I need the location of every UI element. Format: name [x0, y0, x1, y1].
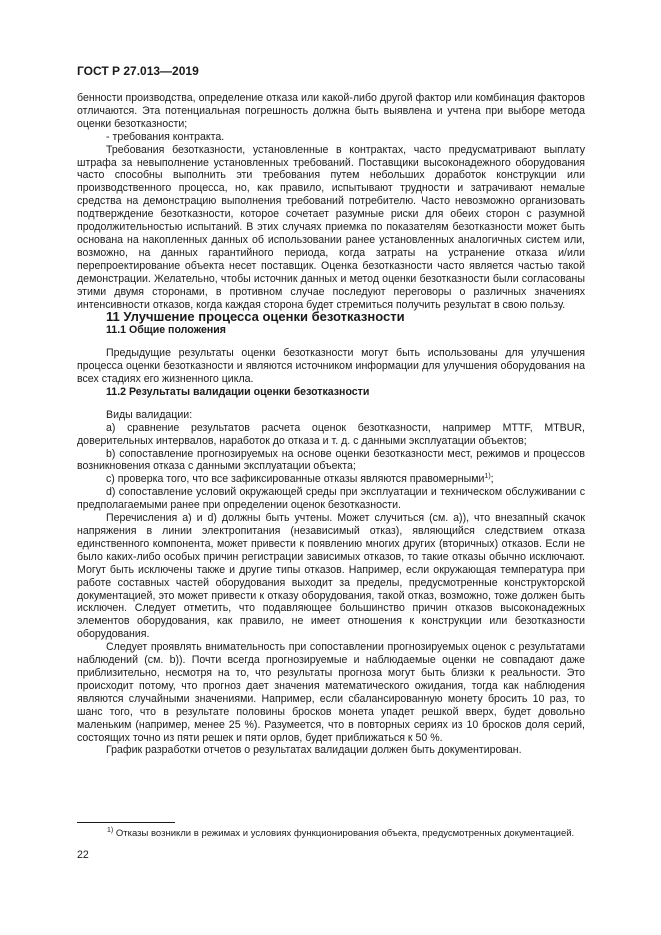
section-11-heading: 11 Улучшение процесса оценки безотказности [106, 309, 405, 325]
paragraph-enumerations: Перечисления а) и d) должны быть учтены. Может случиться (см. а)), что внезапный скачок напряжения в линии электропитания (независимый отказ), являющийся следствием отказа единственного компонента, может привести к появлению многих других (вторичных) отказов. Если не было каких-либо особых причин регистрации зависимых отказов, то такие отказы обычно исключают. Могут быть исключены также и другие типы отказов. Например, если окружающая температура при работе составных частей оборудования выходит за пределы, предусмотренные конструкторской документацией, это может привести к отказу оборудования, такой отказ, возможно, тоже должен быть исключен. Следует отметить, что подавляющее большинство причин отказов высоконадежных элементов оборудования, как правило, не имеет отношения к конструкции или безотказности оборудования. [77, 512, 585, 641]
paragraph-continuation: бенности производства, определение отказа или какой-либо другой фактор или комбинация факторов отличаются. Эта потенциальная погрешность должна быть выявлена и учтена при выборе метода оценки безотказности; [77, 92, 585, 130]
list-item-contract: - требования контракта. [106, 130, 225, 143]
footnote-text: Отказы возникли в режимах и условиях функционирования объекта, предусмотренных документацией. [113, 828, 575, 839]
list-item-c-text: c) проверка того, что все зафиксированные отказы являются правомерными [106, 473, 485, 486]
subsection-11-1-heading: 11.1 Общие положения [106, 324, 226, 337]
list-item-d: d) сопоставление условий окружающей среды при эксплуатации и техническом обслуживании с предполагаемыми ранее при определении оценок безотказности. [77, 486, 585, 512]
footnote-separator [77, 822, 175, 823]
paragraph-comparison: Следует проявлять внимательность при сопоставлении прогнозируемых оценок с результатами наблюдений (см. b)). Почти всегда прогнозируемые и наблюдаемые оценки не совпадают даже приблизительно, несмотря на то, что результаты прогноза могут быть близки к реальности. Это происходит потому, что прогноз дает значения математического ожидания, тогда как наблюдения являются случайными значениями. Например, если сбалансированную монету бросить 10 раз, то шанс того, что в результате половины бросков монета упадет решкой вверх, будет довольно маленьким (например, менее 25 %). Разумеется, что в повторных сериях из 10 бросков доля серий, состоящих точно из пяти решек и пяти орлов, будет приближаться к 50 %. [77, 641, 585, 744]
list-item-a: a) сравнение результатов расчета оценок безотказности, например MTTF, MTBUR, доверительных интервалов, наработок до отказа и т. д. с данными эксплуатации объектов; [77, 421, 585, 447]
list-item-c [77, 473, 585, 486]
page-number: 22 [77, 849, 89, 861]
footnote-mark: 1) [107, 827, 114, 834]
validation-intro: Виды валидации: [106, 408, 193, 421]
paragraph-report-schedule: График разработки отчетов о результатах валидации должен быть документирован. [106, 744, 522, 757]
list-item-b: b) сопоставление прогнозируемых на основе оценки безотказности мест, режимов и процессов возникновения отказа с данными эксплуатации объекта; [77, 447, 585, 473]
footnote [107, 828, 574, 840]
footnote-ref: 1) [484, 473, 491, 481]
paragraph-general: Предыдущие результаты оценки безотказности могут быть использованы для улучшения процесса оценки безотказности и являются источником информации для улучшения оборудования на всех стадиях его жизненного цикла. [77, 347, 585, 386]
standard-header: ГОСТ Р 27.013—2019 [77, 64, 199, 78]
document-body [77, 92, 585, 757]
paragraph-contract-requirements: Требования безотказности, установленные в контрактах, часто предусматривают выплату штрафа за невыполнение установленных требований. Поставщики высоконадежного оборудования часто способны выполнить эти требования путем небольших доработок конструкции или производственного процесса, но, как правило, испытывают трудности и затрачивают немалые средства на демонстрацию выполнения требований потребителю. Часто невозможно организовать подтверждение безотказности, которое сочетает разумные риски для обеих сторон с разумной продолжительностью испытаний. В этих случаях приемка по показателям безотказности может быть основана на накопленных данных об использовании ранее установленных аналогичных систем или, возможно, на данных гарантийного периода, когда затраты на устранение отказа и/или перепроектирование объекта несет поставщик. Оценка безотказности часто является частью такой демонстрации. Желательно, чтобы источник данных и метод оценки безотказности были согласованы этими двумя сторонами, в противном случае последуют переговоры о различных значениях интенсивности отказов, когда каждая сторона будет стремиться получить результат в свою пользу. [77, 143, 585, 311]
list-item-c-end: ; [490, 473, 494, 486]
subsection-11-2-heading: 11.2 Результаты валидации оценки безотказности [106, 385, 370, 398]
